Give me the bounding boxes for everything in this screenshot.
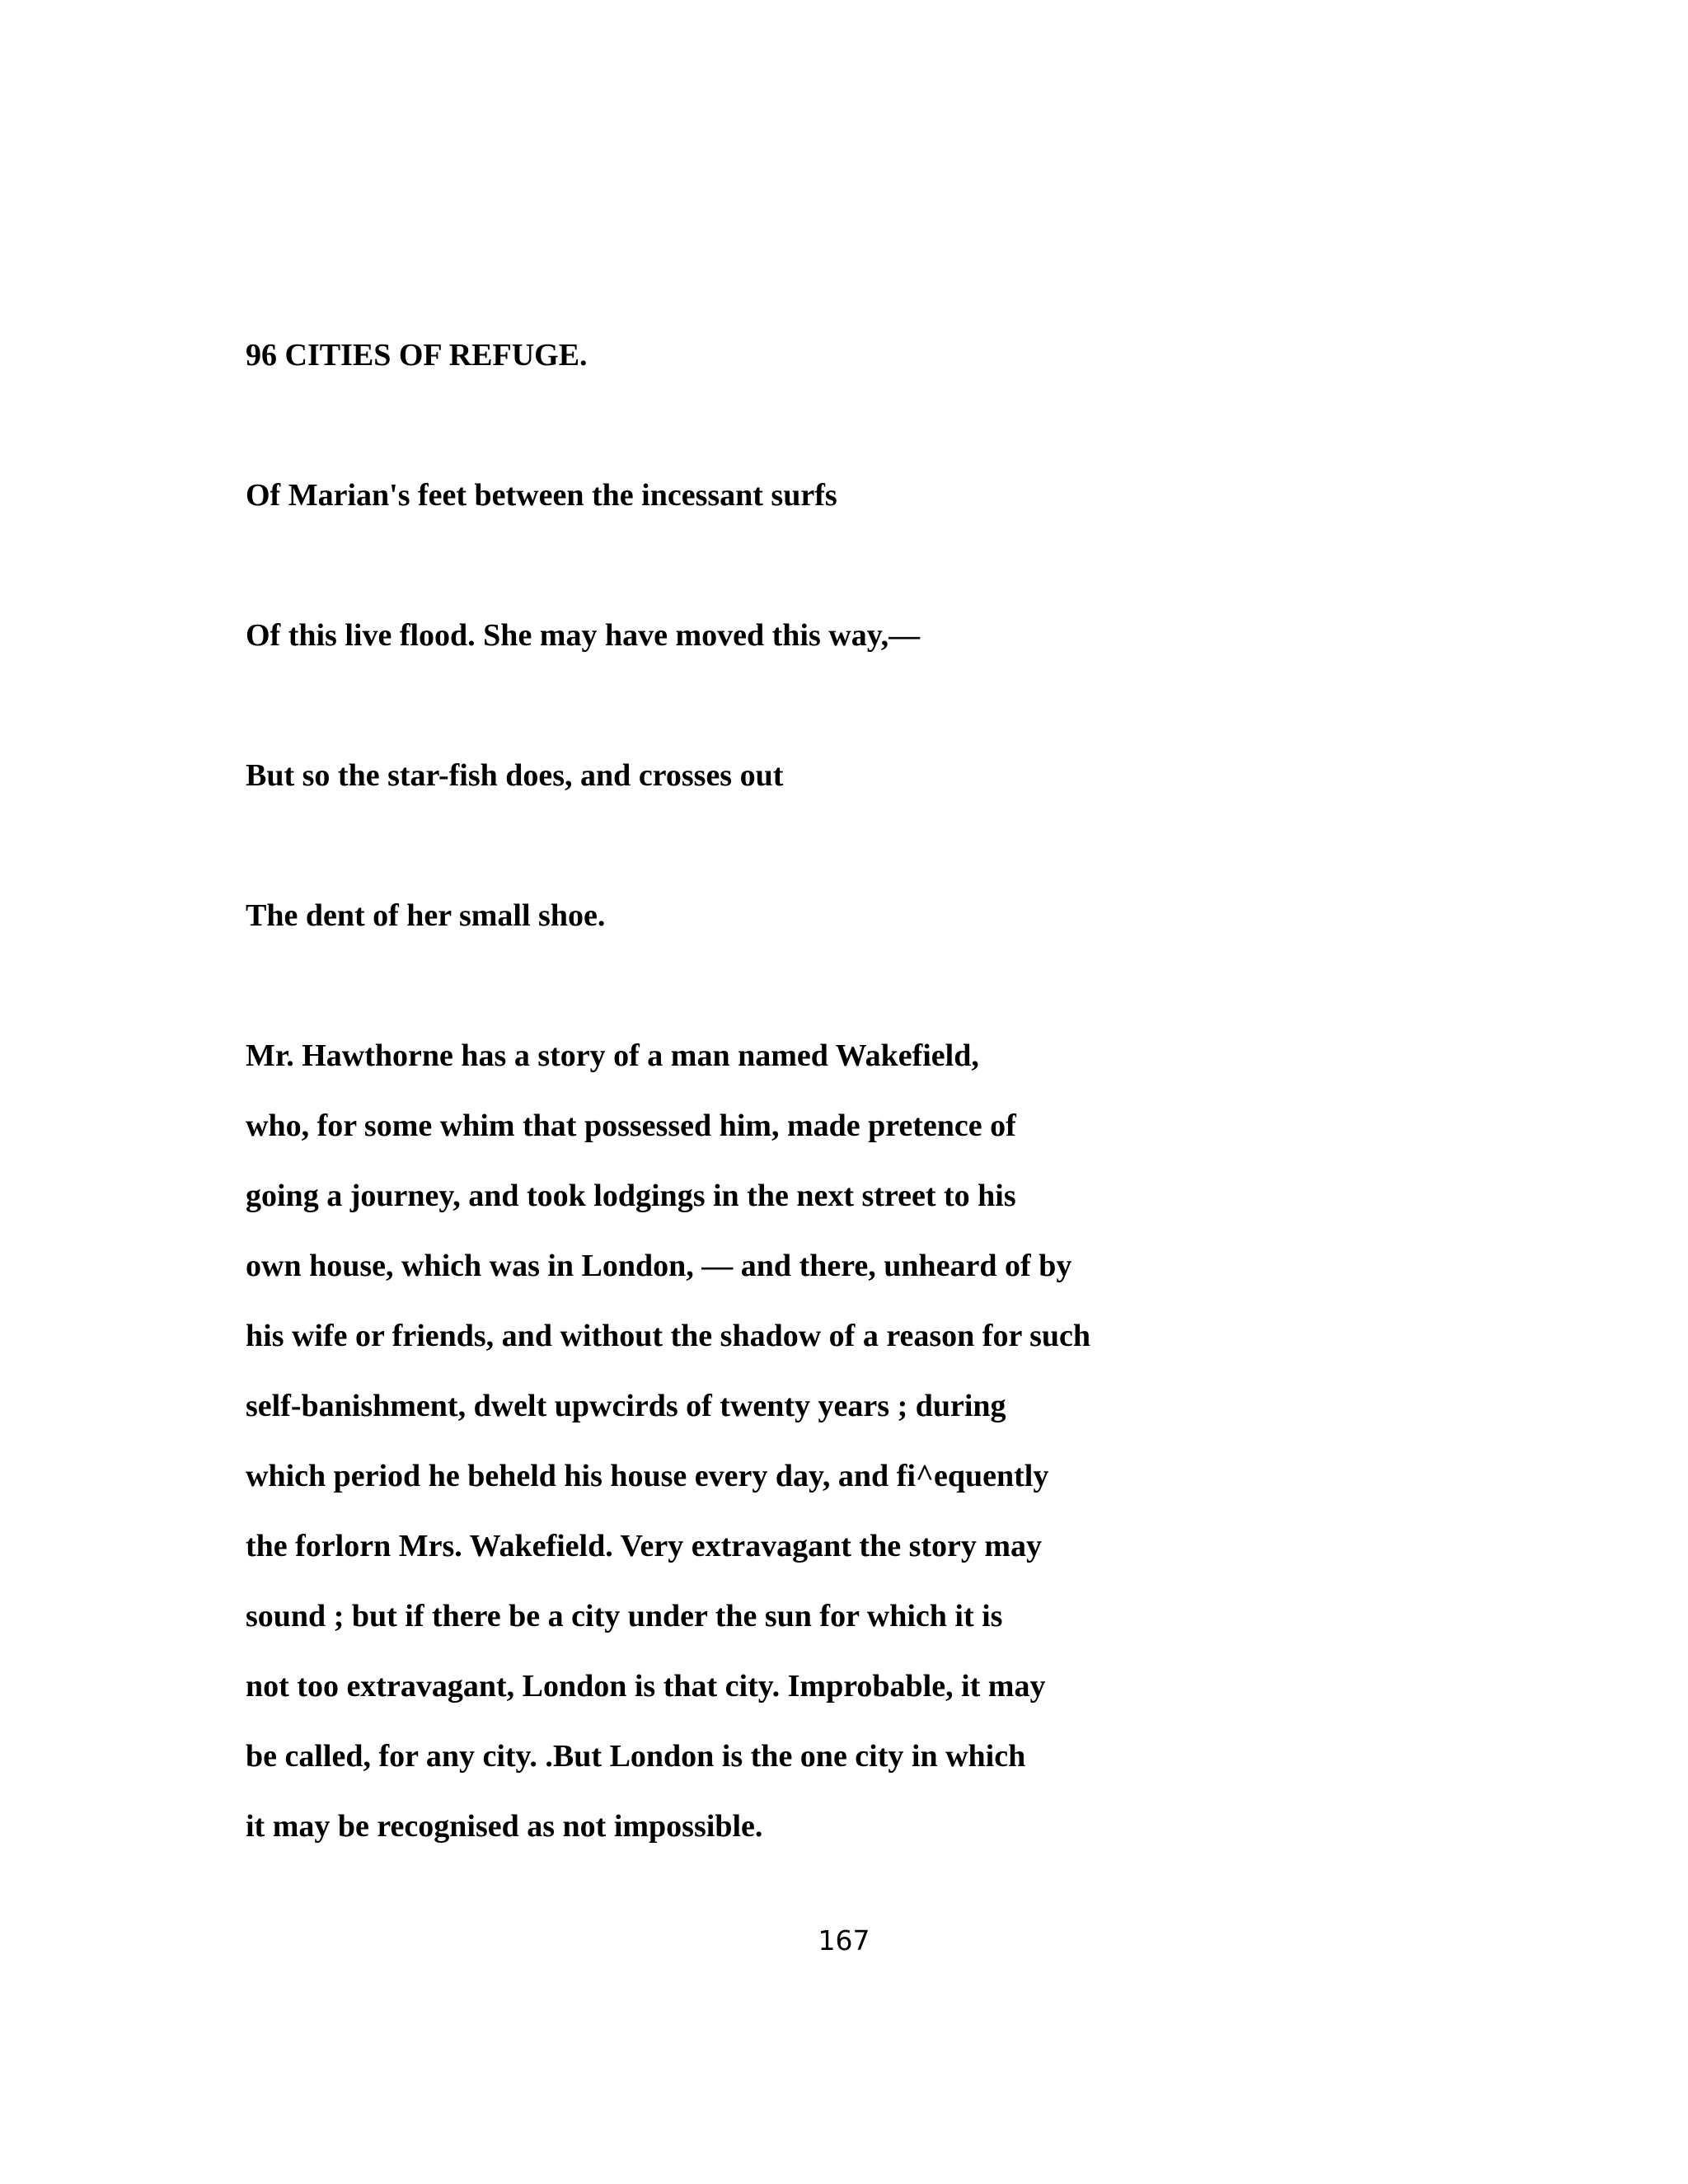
prose-line: not too extravagant, London is that city. Improbable, it may: [246, 1669, 1046, 1704]
prose-line: own house, which was in London, — and there, unheard of by: [246, 1249, 1072, 1283]
prose-line: the forlorn Mrs. Wakefield. Very extravagant the story may: [246, 1529, 1043, 1563]
prose-line: going a journey, and took lodgings in the next street to his: [246, 1179, 1016, 1213]
running-head: 96 CITIES OF REFUGE.: [246, 338, 588, 373]
prose-line: Mr. Hawthorne has a story of a man named Wakefield,: [246, 1038, 979, 1073]
page-number: 167: [818, 1924, 870, 1957]
verse-line: Of this live flood. She may have moved this way,—: [246, 618, 921, 653]
prose-line: his wife or friends, and without the shadow of a reason for such: [246, 1319, 1091, 1353]
prose-line: be called, for any city. .But London is the one city in which: [246, 1739, 1026, 1774]
verse-line: But so the star-fish does, and crosses out: [246, 758, 784, 793]
prose-line: it may be recognised as not impossible.: [246, 1809, 763, 1844]
verse-line: The dent of her small shoe.: [246, 898, 606, 933]
prose-line: sound ; but if there be a city under the sun for which it is: [246, 1599, 1003, 1633]
prose-line: self-banishment, dwelt upwcirds of twenty years ; during: [246, 1389, 1006, 1423]
prose-line: who, for some whim that possessed him, made pretence of: [246, 1108, 1016, 1143]
verse-line: Of Marian's feet between the incessant surfs: [246, 478, 837, 513]
prose-line: which period he beheld his house every day, and fi^equently: [246, 1459, 1049, 1493]
